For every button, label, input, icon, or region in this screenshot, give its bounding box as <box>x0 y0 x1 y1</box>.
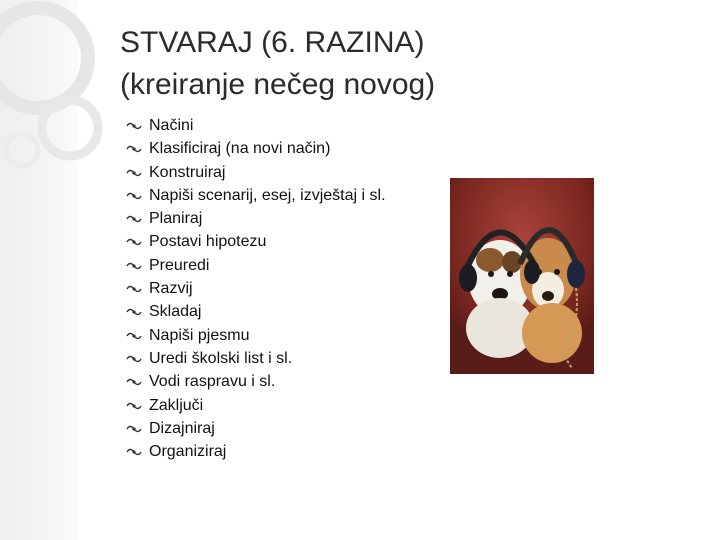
curl-bullet-icon <box>126 237 142 247</box>
list-item <box>126 184 386 207</box>
list-item <box>126 324 386 347</box>
bullet-text: Preuredi <box>149 256 210 274</box>
list-item <box>126 137 386 160</box>
bullet-text: Vodi raspravu i sl. <box>149 373 276 391</box>
bullet-list <box>126 114 386 463</box>
curl-bullet-icon <box>126 401 142 411</box>
curl-bullet-icon <box>126 331 142 341</box>
list-item <box>126 230 386 253</box>
list-item <box>126 161 386 184</box>
bullet-text: Zaključi <box>149 396 204 414</box>
bullet-text: Konstruiraj <box>149 163 226 181</box>
list-item <box>126 277 386 300</box>
curl-bullet-icon <box>126 144 142 154</box>
curl-bullet-icon <box>126 447 142 457</box>
list-item <box>126 114 386 137</box>
curl-bullet-icon <box>126 214 142 224</box>
curl-bullet-icon <box>126 307 142 317</box>
curl-bullet-icon <box>126 354 142 364</box>
bullet-text: Uredi školski list i sl. <box>149 349 293 367</box>
list-item <box>126 347 386 370</box>
bullet-text: Napiši pjesmu <box>149 326 250 344</box>
bullet-text: Razvij <box>149 280 193 298</box>
curl-bullet-icon <box>126 168 142 178</box>
curl-bullet-icon <box>126 191 142 201</box>
curl-bullet-icon <box>126 284 142 294</box>
bullet-text: Planiraj <box>149 210 203 228</box>
list-item <box>126 207 386 230</box>
list-item <box>126 370 386 393</box>
two-dogs-with-headphones-photo <box>450 178 594 374</box>
decorative-rings <box>0 0 110 190</box>
curl-bullet-icon <box>126 261 142 271</box>
curl-bullet-icon <box>126 377 142 387</box>
list-item <box>126 417 386 440</box>
bullet-text: Napiši scenarij, esej, izvještaj i sl. <box>149 186 386 204</box>
bullet-text: Postavi hipotezu <box>149 233 267 251</box>
curl-bullet-icon <box>126 424 142 434</box>
bullet-text: Skladaj <box>149 303 202 321</box>
list-item <box>126 394 386 417</box>
bullet-text: Načini <box>149 117 194 134</box>
list-item <box>126 300 386 323</box>
dogs-photo <box>450 178 594 374</box>
bullet-text: Dizajniraj <box>149 419 215 437</box>
bullet-text: Klasificiraj (na novi način) <box>149 140 331 158</box>
title-line-1: STVARAJ (6. RAZINA) <box>120 26 425 59</box>
title-line-2: (kreiranje nečeg novog) <box>120 68 436 101</box>
slide-title <box>120 22 700 106</box>
list-item <box>126 254 386 277</box>
curl-bullet-icon <box>126 121 142 131</box>
bullet-text: Organiziraj <box>149 443 227 461</box>
list-item <box>126 440 386 463</box>
